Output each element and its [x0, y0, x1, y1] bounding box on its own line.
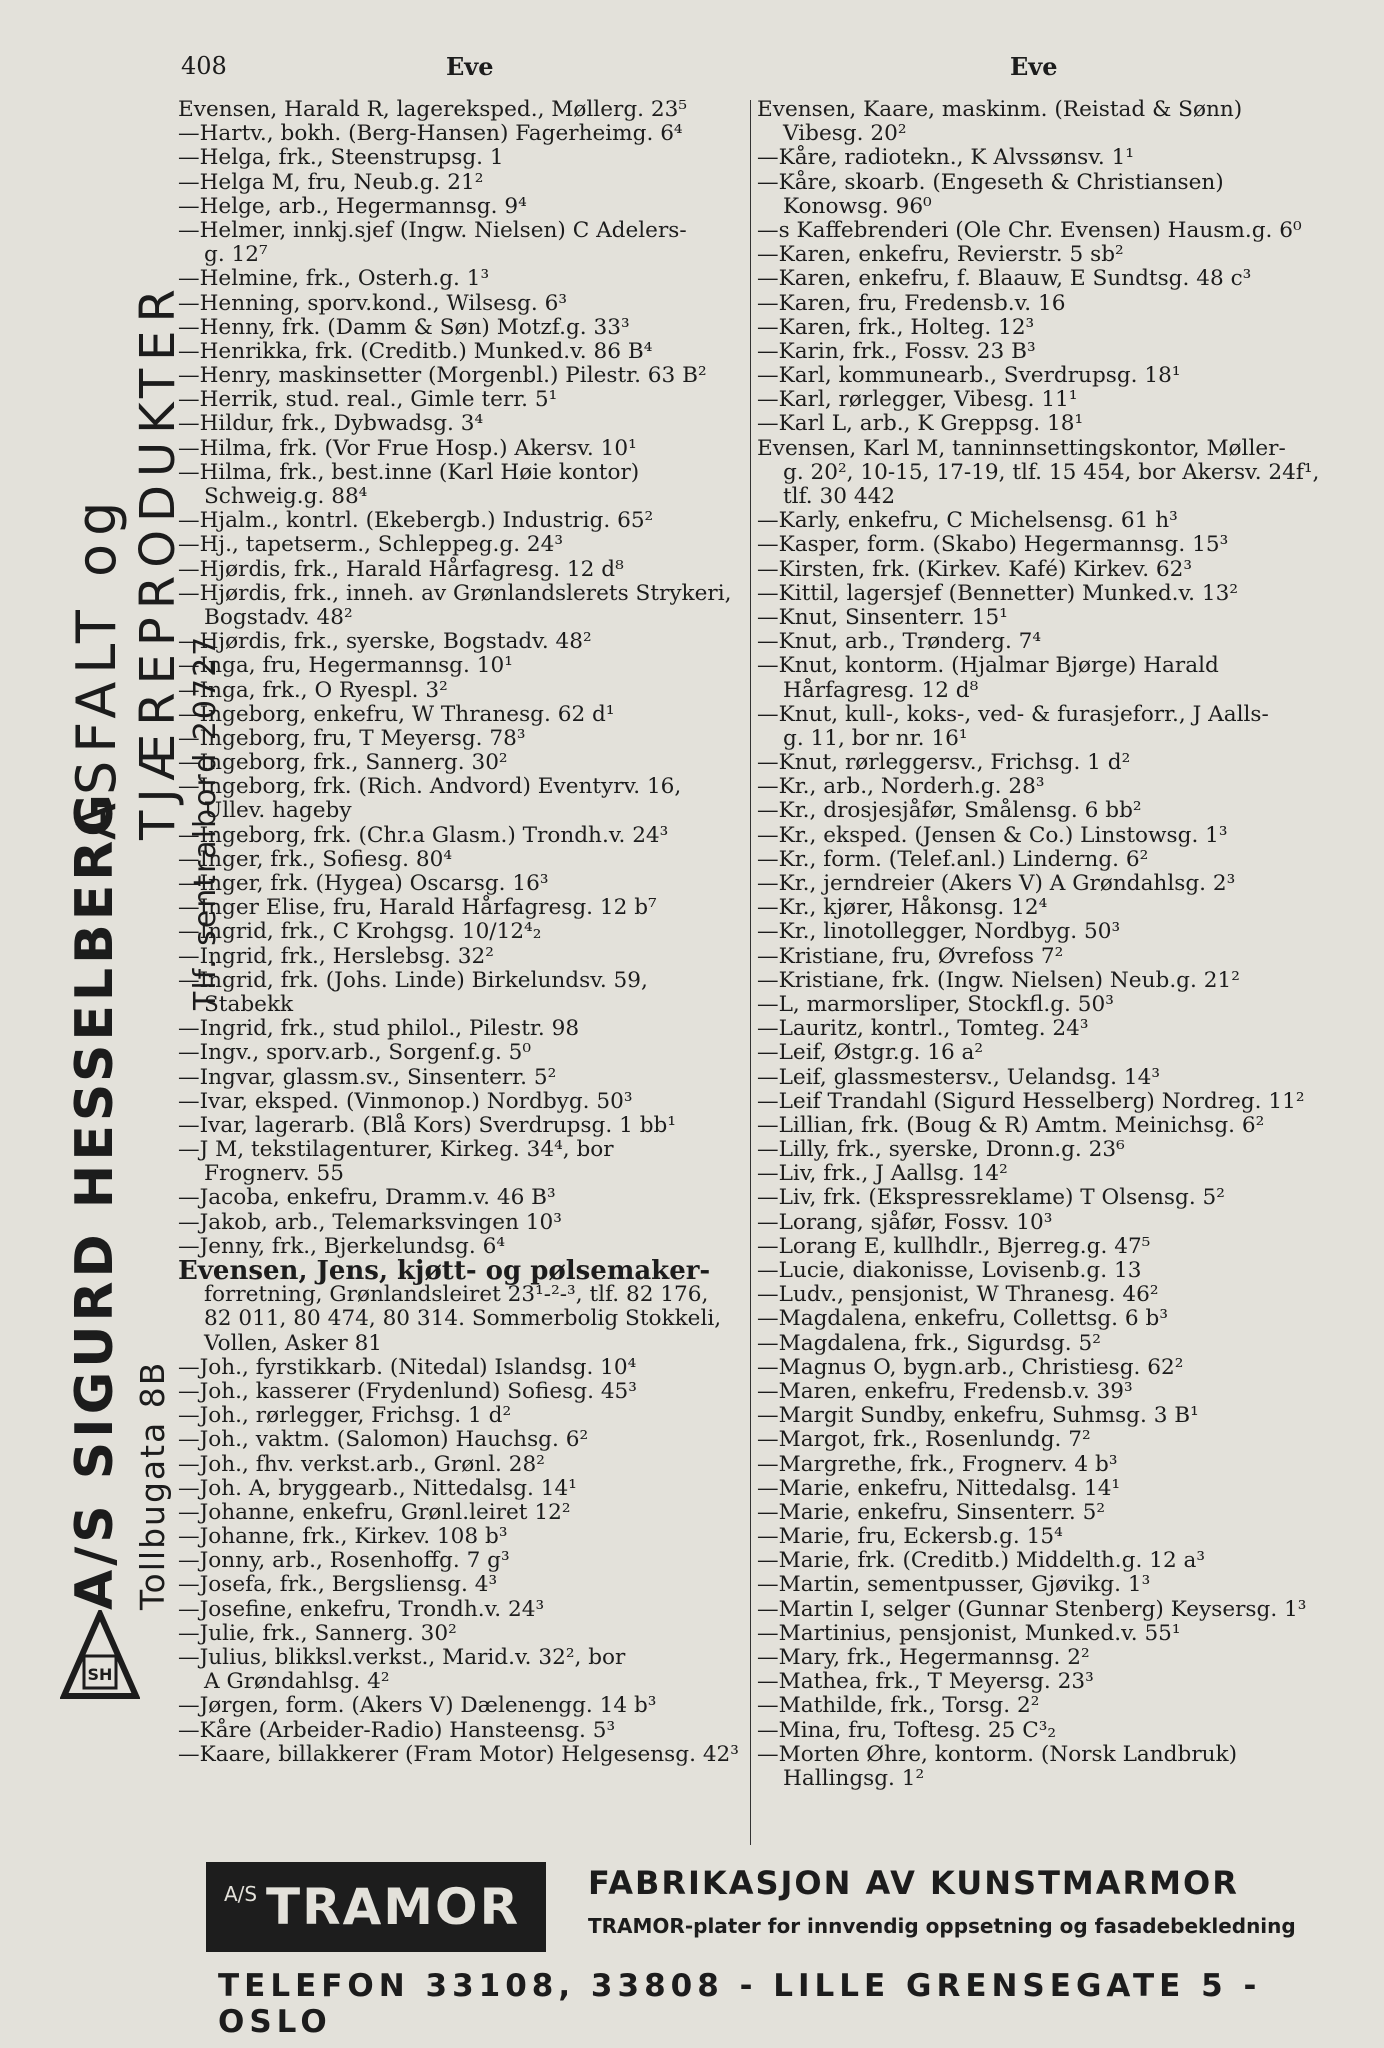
directory-entry-line: —Mathea, frk., T Meyersg. 23³	[757, 1669, 1094, 1695]
directory-entry-line: Evensen, Jens, kjøtt- og pølsemaker-	[178, 1256, 711, 1286]
directory-entry-line: —Margot, frk., Rosenlundg. 7²	[757, 1427, 1091, 1453]
directory-entry-line: —Hj., tapetserm., Schleppeg.g. 24³	[178, 532, 564, 558]
side-advertisement	[60, 150, 223, 1770]
directory-entry-line: —Jonny, arb., Rosenhoffg. 7 g³	[178, 1548, 510, 1574]
directory-entry-line: —Henny, frk. (Damm & Søn) Motzf.g. 33³	[178, 314, 630, 340]
directory-entry-line: —Ingeborg, frk., Sannerg. 30²	[178, 750, 508, 776]
ad-headline: FABRIKASJON AV KUNSTMARMOR	[588, 1864, 1239, 1902]
directory-entry-line: —J M, tekstilagenturer, Kirkeg. 34⁴, bor	[178, 1137, 614, 1163]
directory-entry-line: —Lilly, frk., syerske, Dronn.g. 23⁶	[757, 1137, 1125, 1163]
directory-entry-line: —Magdalena, enkefru, Collettsg. 6 b³	[757, 1306, 1168, 1332]
directory-entry-line: —Lorang, sjåfør, Fossv. 10³	[757, 1209, 1053, 1235]
directory-entry-line: g. 11, bor nr. 16¹	[783, 725, 968, 751]
directory-entry-line: —Ingeborg, frk. (Chr.a Glasm.) Trondh.v. 24³	[178, 822, 669, 848]
left-running-head: Eve	[446, 52, 494, 81]
directory-entry-line: —Helga M, fru, Neub.g. 21²	[178, 169, 484, 195]
directory-entry-line: —Johanne, frk., Kirkev. 108 b³	[178, 1524, 508, 1550]
directory-entry-line: —Ludv., pensjonist, W Thranesg. 46²	[757, 1282, 1159, 1308]
directory-entry-line: —Karen, fru, Fredensb.v. 16	[757, 290, 1066, 316]
right-column	[757, 97, 1320, 1791]
ad-sub-brand: TRAMOR	[588, 1914, 685, 1938]
directory-entry-line: —Mathilde, frk., Torsg. 2²	[757, 1693, 1040, 1719]
directory-entry-line: —Herrik, stud. real., Gimle terr. 5¹	[178, 387, 558, 413]
directory-entry-line: —Magdalena, frk., Sigurdsg. 5²	[757, 1330, 1101, 1356]
directory-entry-line: —Josefa, frk., Bergsliensg. 4³	[178, 1572, 498, 1598]
directory-entry-line: 82 011, 80 474, 80 314. Sommerbolig Stokkeli,	[204, 1306, 722, 1332]
directory-entry-line: —Ingrid, frk., C Krohgsg. 10/12⁴₂	[178, 919, 542, 945]
ad-product-line-1: ASFALT og	[65, 493, 128, 840]
directory-entry-line: —Hjørdis, frk., Harald Hårfagresg. 12 d⁸	[178, 556, 624, 582]
directory-entry-line: —Mina, fru, Toftesg. 25 C³₂	[757, 1717, 1057, 1743]
directory-entry-line: —Martinius, pensjonist, Munked.v. 55¹	[757, 1620, 1181, 1646]
directory-entry-line: —Henry, maskinsetter (Morgenbl.) Pilestr. 63 B²	[178, 363, 707, 389]
directory-entry-line: —Inger, frk., Sofiesg. 80⁴	[178, 846, 453, 872]
directory-entry-line: —Lorang E, kullhdlr., Bjerreg.g. 47⁵	[757, 1233, 1151, 1259]
directory-entry-line: —Inger Elise, fru, Harald Hårfagresg. 12 b⁷	[178, 895, 657, 921]
left-column	[178, 98, 748, 1767]
directory-entry-line: —Kasper, form. (Skabo) Hegermannsg. 15³	[757, 532, 1229, 558]
directory-entry-line: —Kristiane, fru, Øvrefoss 7²	[757, 943, 1064, 969]
directory-entry-line: —Morten Øhre, kontorm. (Norsk Landbruk)	[757, 1741, 1238, 1767]
directory-entry-line: —Inga, frk., O Ryespl. 3²	[178, 677, 448, 703]
directory-entry-line: Vollen, Asker 81	[204, 1330, 383, 1356]
directory-entry-line: —Hilma, frk., best.inne (Karl Høie kontor)	[178, 459, 640, 485]
directory-entry-line: —Joh., fyrstikkarb. (Nitedal) Islandsg. 10⁴	[178, 1354, 637, 1380]
directory-entry-line: —Knut, Sinsenterr. 15¹	[757, 604, 1008, 630]
sh-triangle-logo-icon	[60, 1610, 140, 1700]
directory-entry-line: —Marie, enkefru, Nittedalsg. 14¹	[757, 1475, 1121, 1501]
ad-brand-name: A/S SIGURD HESSELBERG	[65, 790, 125, 1610]
ad-product-line-2: TJÆREPRODUKTER	[130, 281, 186, 840]
directory-entry-line: —Julius, blikksl.verkst., Marid.v. 32², bor	[178, 1645, 626, 1670]
directory-entry-line: —Joh., rørlegger, Frichsg. 1 d²	[178, 1403, 512, 1429]
directory-entry-line: —Henning, sporv.kond., Wilsesg. 6³	[178, 290, 568, 316]
directory-entry-line: —Liv, frk. (Ekspressreklame) T Olsensg. 5²	[757, 1185, 1225, 1211]
directory-entry-line: —Ingeborg, fru, T Meyersg. 78³	[178, 725, 526, 751]
directory-entry-line: —Magnus O, bygn.arb., Christiesg. 62²	[757, 1354, 1184, 1380]
directory-entry-line: —Kåre, radiotekn., K Alvssønsv. 1¹	[757, 145, 1135, 171]
directory-entry-line: —Knut, kontorm. (Hjalmar Bjørge) Harald	[757, 653, 1219, 679]
ad-phone: Tlf. sentralbord 20727	[188, 634, 223, 1010]
directory-entry-line: forretning, Grønlandsleiret 23¹-²-³, tlf. 82 176,	[204, 1282, 709, 1308]
directory-entry-line: —Karin, frk., Fossv. 23 B³	[757, 338, 1036, 364]
directory-entry-line: —Hjørdis, frk., inneh. av Grønlandslerets Strykeri,	[178, 580, 732, 606]
directory-entry-line: —Ingrid, frk., stud philol., Pilestr. 98	[178, 1016, 580, 1042]
bottom-advertisement	[178, 1850, 1318, 2040]
directory-entry-line: —Margit Sundby, enkefru, Suhmsg. 3 B¹	[757, 1403, 1199, 1429]
directory-entry-line: —Ingrid, frk. (Johs. Linde) Birkelundsv. 59,	[178, 967, 648, 993]
directory-entry-line: —Karl, rørlegger, Vibesg. 11¹	[757, 387, 1078, 413]
directory-entry-line: A Grøndahlsg. 4²	[204, 1669, 390, 1695]
directory-entry-line: —Helga, frk., Steenstrupsg. 1	[178, 145, 504, 171]
directory-entry-line: —Karl, kommunearb., Sverdrupsg. 18¹	[757, 363, 1181, 389]
directory-entry-line: —Hilma, frk. (Vor Frue Hosp.) Akersv. 10¹	[178, 435, 637, 461]
directory-entry-line: —Helmine, frk., Osterh.g. 1³	[178, 266, 490, 292]
directory-entry-line: Stabekk	[204, 991, 294, 1017]
directory-entry-line: —Marie, frk. (Creditb.) Middelth.g. 12 a³	[757, 1548, 1206, 1574]
directory-entry-line: —Knut, arb., Trønderg. 7⁴	[757, 629, 1042, 655]
ad-subline	[588, 1914, 1296, 1938]
directory-entry-line: Vibesg. 20²	[783, 121, 907, 147]
directory-entry-line: —Jørgen, form. (Akers V) Dælenengg. 14 b³	[178, 1693, 657, 1719]
tramor-logo	[206, 1862, 546, 1952]
directory-entry-line: —Ivar, lagerarb. (Blå Kors) Sverdrupsg. 1 bb¹	[178, 1112, 677, 1138]
column-divider	[750, 100, 751, 1845]
directory-entry-line: —Kr., jerndreier (Akers V) A Grøndahlsg. 2³	[757, 871, 1236, 896]
directory-entry-line: —Kr., kjører, Håkonsg. 12⁴	[757, 895, 1048, 921]
directory-entry-line: —Leif, glassmestersv., Uelandsg. 14³	[757, 1064, 1161, 1090]
directory-entry-line: g. 20², 10-15, 17-19, tlf. 15 454, bor Akersv. 24f¹,	[783, 459, 1320, 485]
directory-entry-line: —Martin I, selger (Gunnar Stenberg) Keysersg. 1³	[757, 1596, 1307, 1622]
directory-entry-line: tlf. 30 442	[783, 484, 896, 509]
directory-entry-line: —Karen, enkefru, Revierstr. 5 sb²	[757, 242, 1124, 268]
directory-entry-line: —Karl L, arb., K Greppsg. 18¹	[757, 411, 1084, 437]
directory-entry-line: —Jenny, frk., Bjerkelundsg. 6⁴	[178, 1233, 505, 1259]
directory-entry-line: Evensen, Harald R, lagereksped., Møllerg. 23⁵	[178, 97, 688, 122]
directory-entry-line: —Kr., arb., Norderh.g. 28³	[757, 774, 1045, 800]
directory-entry-line: —Helmer, innkj.sjef (Ingw. Nielsen) C Adelers-	[178, 217, 687, 243]
directory-entry-line: —Karly, enkefru, C Michelsensg. 61 h³	[757, 508, 1178, 534]
directory-entry-line: Hallingsg. 1²	[783, 1765, 925, 1791]
directory-entry-line: —s Kaffebrenderi (Ole Chr. Evensen) Hausm.g. 6⁰	[757, 217, 1302, 243]
directory-entry-line: —Henrikka, frk. (Creditb.) Munked.v. 86 B⁴	[178, 338, 653, 364]
directory-entry-line: —Kittil, lagersjef (Bennetter) Munked.v. 13²	[757, 580, 1239, 606]
directory-entry-line: —Kristiane, frk. (Ingw. Nielsen) Neub.g. 21²	[757, 967, 1240, 993]
directory-entry-line: —Julie, frk., Sannerg. 30²	[178, 1620, 457, 1646]
directory-entry-line: —Hjalm., kontrl. (Ekebergb.) Industrig. 65²	[178, 508, 654, 534]
directory-entry-line: Hårfagresg. 12 d⁸	[783, 677, 979, 703]
directory-entry-line: —Jakob, arb., Telemarksvingen 10³	[178, 1209, 562, 1235]
page-number: 408	[181, 52, 227, 80]
directory-entry-line: —Joh., kasserer (Frydenlund) Sofiesg. 45³	[178, 1378, 637, 1404]
directory-entry-line: —Helge, arb., Hegermannsg. 9⁴	[178, 193, 527, 219]
directory-entry-line: —Leif Trandahl (Sigurd Hesselberg) Nordreg. 11²	[757, 1088, 1305, 1114]
directory-entry-line: —Hartv., bokh. (Berg-Hansen) Fagerheimg. 6⁴	[178, 121, 683, 147]
directory-entry-line: —Kaare, billakkerer (Fram Motor) Helgesensg. 42³	[178, 1741, 739, 1767]
tramor-logo-prefix: A/S	[224, 1882, 258, 1906]
ad-sub-text: -plater for innvendig oppsetning og fasadebekledning	[684, 1914, 1296, 1938]
directory-entry-line: —Kr., drosjesjåfør, Smålensg. 6 bb²	[757, 798, 1142, 824]
directory-entry-line: —Lauritz, kontrl., Tomteg. 24³	[757, 1016, 1089, 1042]
directory-entry-line: —Lucie, diakonisse, Lovisenb.g. 13	[757, 1258, 1142, 1283]
directory-entry-line: —Joh., vaktm. (Salomon) Hauchsg. 6²	[178, 1427, 589, 1453]
directory-entry-line: —L, marmorsliper, Stockfl.g. 50³	[757, 991, 1114, 1017]
directory-entry-line: —Karen, enkefru, f. Blaauw, E Sundtsg. 48 c³	[757, 266, 1252, 292]
directory-entry-line: —Joh., fhv. verkst.arb., Grønl. 28²	[178, 1451, 545, 1477]
directory-entry-line: Ullev. hageby	[204, 798, 352, 824]
ad-address: Tollbugata 8B	[133, 1360, 172, 1610]
directory-entry-line: —Kr., eksped. (Jensen & Co.) Linstowsg. 1³	[757, 822, 1228, 848]
svg-text:SH: SH	[87, 1665, 113, 1684]
directory-entry-line: —Knut, rørleggersv., Frichsg. 1 d²	[757, 750, 1131, 776]
directory-entry-line: —Joh. A, bryggearb., Nittedalsg. 14¹	[178, 1475, 577, 1501]
directory-entry-line: Evensen, Karl M, tanninnsettingskontor, Møller-	[757, 435, 1286, 461]
directory-entry-line: —Karen, frk., Holteg. 12³	[757, 314, 1035, 340]
directory-entry-line: —Kirsten, frk. (Kirkev. Kafé) Kirkev. 62³	[757, 556, 1193, 582]
directory-entry-line: —Lillian, frk. (Boug & R) Amtm. Meinichsg. 6²	[757, 1112, 1265, 1138]
ad-footer-contact: TELEFON 33108, 33808 - LILLE GRENSEGATE 5 - OSLO	[218, 1968, 1262, 2040]
directory-entry-line: —Inga, fru, Hegermannsg. 10¹	[178, 653, 513, 679]
directory-entry-line: —Josefine, enkefru, Trondh.v. 24³	[178, 1596, 545, 1622]
directory-entry-line: —Ingvar, glassm.sv., Sinsenterr. 5²	[178, 1064, 557, 1090]
directory-entry-line: Bogstadv. 48²	[204, 604, 353, 630]
directory-entry-line: Evensen, Kaare, maskinm. (Reistad & Sønn)	[757, 97, 1243, 122]
directory-entry-line: —Hjørdis, frk., syerske, Bogstadv. 48²	[178, 629, 592, 655]
directory-entry-line: —Hildur, frk., Dybwadsg. 3⁴	[178, 411, 484, 437]
directory-entry-line: —Marie, enkefru, Sinsenterr. 5²	[757, 1499, 1106, 1525]
directory-entry-line: Frognerv. 55	[204, 1161, 344, 1187]
directory-entry-line: —Johanne, enkefru, Grønl.leiret 12²	[178, 1499, 571, 1525]
directory-entry-line: —Liv, frk., J Aallsg. 14²	[757, 1161, 1008, 1187]
directory-entry-line: —Margrethe, frk., Frognerv. 4 b³	[757, 1451, 1118, 1477]
directory-entry-line: Konowsg. 96⁰	[783, 193, 932, 219]
right-running-head: Eve	[1010, 52, 1058, 81]
directory-entry-line: —Ingeborg, frk. (Rich. Andvord) Eventyrv. 16,	[178, 774, 682, 800]
directory-entry-line: —Kr., linotollegger, Nordbyg. 50³	[757, 919, 1121, 945]
tramor-logo-text: TRAMOR	[266, 1878, 521, 1936]
directory-entry-line: —Ingrid, frk., Herslebsg. 32²	[178, 943, 494, 969]
directory-entry-line: —Jacoba, enkefru, Dramm.v. 46 B³	[178, 1185, 556, 1211]
directory-entry-line: —Marie, fru, Eckersb.g. 15⁴	[757, 1524, 1063, 1550]
directory-entry-line: —Ingeborg, enkefru, W Thranesg. 62 d¹	[178, 701, 615, 727]
directory-entry-line: —Knut, kull-, koks-, ved- & furasjeforr., J Aalls-	[757, 701, 1269, 727]
directory-entry-line: —Mary, frk., Hegermannsg. 2²	[757, 1645, 1090, 1670]
directory-entry-line: —Inger, frk. (Hygea) Oscarsg. 16³	[178, 871, 549, 896]
directory-entry-line: —Kr., form. (Telef.anl.) Linderng. 6²	[757, 846, 1149, 872]
directory-entry-line: —Leif, Østgr.g. 16 a²	[757, 1040, 984, 1066]
directory-entry-line: —Martin, sementpusser, Gjøvikg. 1³	[757, 1572, 1151, 1598]
directory-entry-line: g. 12⁷	[204, 242, 268, 268]
directory-entry-line: —Kåre (Arbeider-Radio) Hansteensg. 5³	[178, 1717, 616, 1743]
directory-entry-line: —Maren, enkefru, Fredensb.v. 39³	[757, 1378, 1133, 1404]
directory-entry-line: —Ivar, eksped. (Vinmonop.) Nordbyg. 50³	[178, 1088, 633, 1114]
directory-entry-line: —Ingv., sporv.arb., Sorgenf.g. 5⁰	[178, 1040, 532, 1066]
directory-entry-line: —Kåre, skoarb. (Engeseth & Christiansen)	[757, 169, 1224, 195]
directory-entry-line: Schweig.g. 88⁴	[204, 484, 368, 509]
